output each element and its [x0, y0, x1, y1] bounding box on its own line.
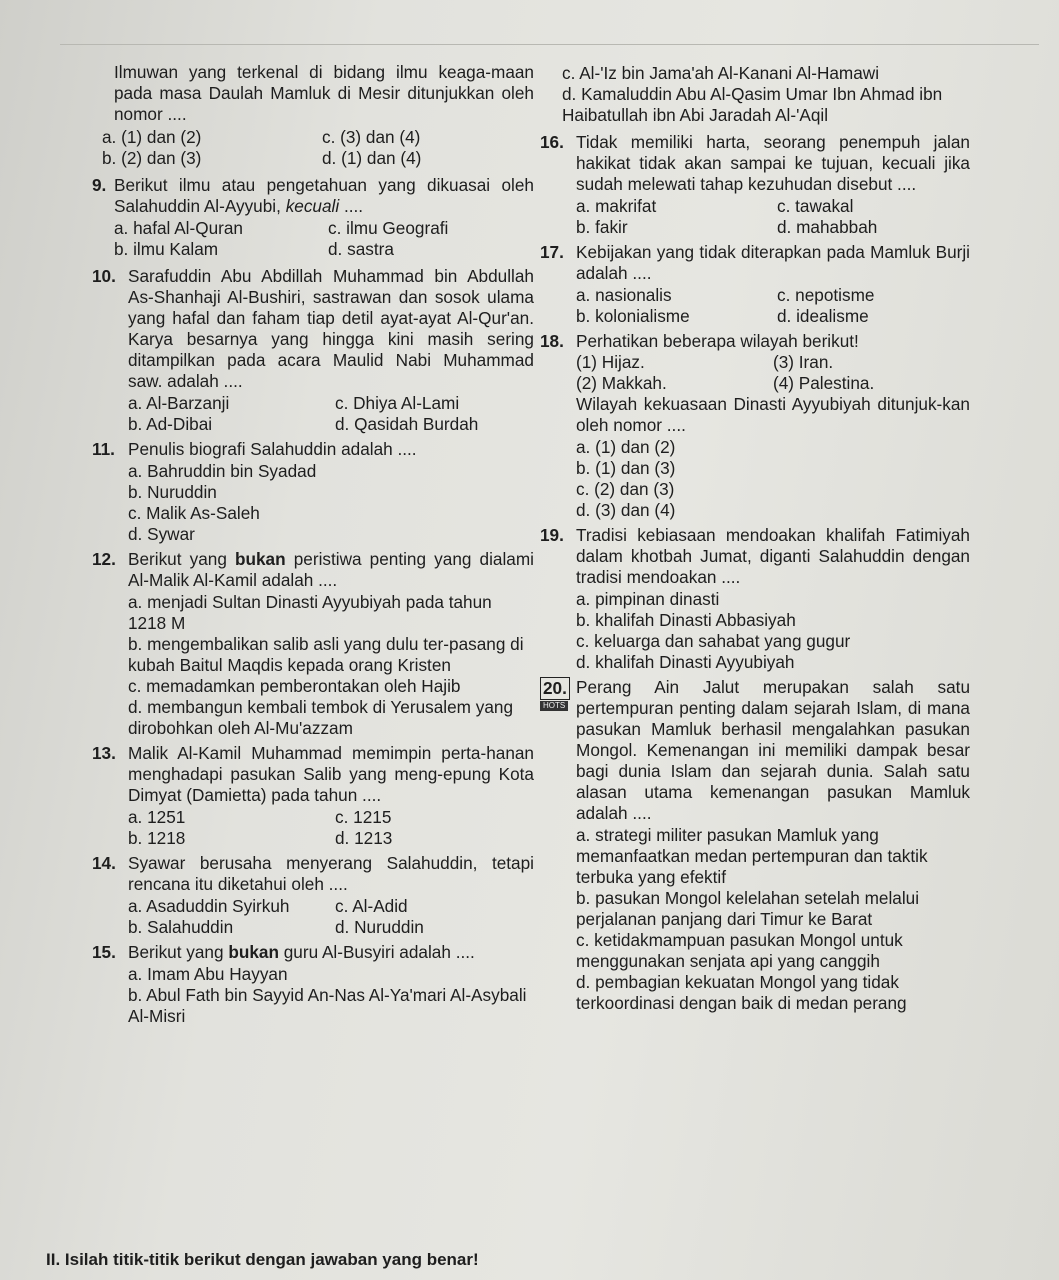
question-text: Tidak memiliki harta, seorang penempuh jalan hakikat tidak akan sampai ke tujuan, kecuali jika sudah melewati tahap kezuhudan disebut ....	[576, 132, 970, 194]
right-column	[540, 62, 970, 1016]
option[interactable]: d. mahabbah	[777, 217, 878, 237]
left-column	[92, 62, 534, 1029]
option[interactable]: d. membangun kembali tembok di Yerusalem yang dirobohkan oleh Al-Mu'azzam	[128, 697, 514, 738]
option[interactable]: d. (3) dan (4)	[576, 500, 676, 520]
option[interactable]: b. khalifah Dinasti Abbasiyah	[576, 610, 796, 630]
option[interactable]: a. makrifat	[576, 196, 657, 216]
question-keyword: kecuali	[285, 196, 340, 216]
option[interactable]: a. pimpinan dinasti	[576, 589, 720, 609]
option[interactable]: b. Ad-Dibai	[128, 414, 213, 434]
option[interactable]: c. ketidakmampuan pasukan Mongol untuk menggunakan senjata api yang canggih	[576, 930, 903, 971]
region-item: (4) Palestina.	[773, 373, 875, 393]
option[interactable]: c. Malik As-Saleh	[128, 503, 260, 523]
question-text-part: Berikut yang	[128, 549, 235, 569]
option[interactable]: c. 1215	[335, 807, 392, 827]
option[interactable]: c. Al-'Iz bin Jama'ah Al-Kanani Al-Hamawi	[562, 63, 880, 83]
question-11-options	[128, 461, 534, 545]
option[interactable]: d. (1) dan (4)	[322, 148, 422, 168]
section-label: II.	[46, 1250, 61, 1269]
hots-badge: HOTS	[540, 701, 568, 711]
option[interactable]: b. (1) dan (3)	[576, 458, 676, 478]
question-text-part: Berikut ilmu atau pengetahuan yang dikuasai oleh Salahuddin Al-Ayyubi,	[114, 175, 534, 216]
option[interactable]: b. fakir	[576, 217, 628, 237]
option[interactable]: d. Nuruddin	[335, 917, 424, 937]
region-item: (1) Hijaz.	[576, 352, 645, 372]
question-number: 9.	[92, 175, 107, 195]
option[interactable]: d. Qasidah Burdah	[335, 414, 479, 434]
question-number: 17.	[540, 242, 564, 262]
option[interactable]: a. Imam Abu Hayyan	[128, 964, 288, 984]
option[interactable]: b. 1218	[128, 828, 186, 848]
question-16	[540, 132, 970, 238]
option[interactable]: c. memadamkan pemberontakan oleh Hajib	[128, 676, 461, 696]
option[interactable]: d. idealisme	[777, 306, 869, 326]
question-text-2: Wilayah kekuasaan Dinasti Ayyubiyah ditunjuk-kan oleh nomor ....	[576, 394, 970, 435]
question-9-options	[114, 218, 534, 260]
option[interactable]: a. nasionalis	[576, 285, 672, 305]
option[interactable]: c. Al-Adid	[335, 896, 408, 916]
option[interactable]: b. Abul Fath bin Sayyid An-Nas Al-Ya'mari Al-Asybali Al-Misri	[128, 985, 527, 1026]
question-14	[92, 853, 534, 938]
option[interactable]: a. Al-Barzanji	[128, 393, 230, 413]
question-number: 18.	[540, 331, 564, 351]
option[interactable]: b. Nuruddin	[128, 482, 217, 502]
option[interactable]: d. pembagian kekuatan Mongol yang tidak terkoordinasi dengan baik di medan perang	[576, 972, 907, 1013]
question-18	[540, 331, 970, 521]
question-20-options	[576, 825, 970, 1014]
question-15-options	[128, 964, 534, 1027]
option[interactable]: b. Salahuddin	[128, 917, 234, 937]
question-number: 15.	[92, 942, 116, 962]
question-text	[128, 549, 534, 591]
question-14-options	[128, 896, 534, 938]
question-12	[92, 549, 534, 739]
question-13	[92, 743, 534, 849]
question-keyword: bukan	[235, 549, 286, 569]
question-13-options	[128, 807, 534, 849]
question-number: 19.	[540, 525, 564, 545]
option[interactable]: b. pasukan Mongol kelelahan setelah melalui perjalanan panjang dari Timur ke Barat	[576, 888, 920, 929]
question-number	[540, 677, 572, 700]
option[interactable]: a. hafal Al-Quran	[114, 218, 243, 238]
question-15-options-continued	[540, 63, 970, 126]
question-17	[540, 242, 970, 327]
question-text	[114, 175, 534, 217]
question-number: 11.	[92, 439, 115, 459]
question-text-part: peristiwa penting yang dialami Al-Malik Al-Kamil adalah ....	[128, 549, 534, 590]
question-20	[540, 677, 970, 1014]
option[interactable]: a. 1251	[128, 807, 186, 827]
option[interactable]: a. Bahruddin bin Syadad	[128, 461, 317, 481]
section-II-heading	[46, 1250, 479, 1270]
question-keyword: bukan	[228, 942, 279, 962]
question-11	[92, 439, 534, 545]
question-8-options	[92, 127, 534, 169]
question-16-options	[576, 196, 970, 238]
option[interactable]: c. (2) dan (3)	[576, 479, 675, 499]
question-17-options	[576, 285, 970, 327]
question-9	[92, 175, 534, 260]
question-19-options	[576, 589, 970, 673]
option[interactable]: c. ilmu Geografi	[328, 218, 449, 238]
section-instruction: Isilah titik-titik berikut dengan jawaban yang benar!	[64, 1250, 479, 1269]
option[interactable]: c. nepotisme	[777, 285, 875, 305]
question-number: 13.	[92, 743, 116, 763]
option[interactable]: c. Dhiya Al-Lami	[335, 393, 460, 413]
question-19	[540, 525, 970, 673]
option[interactable]: b. ilmu Kalam	[114, 239, 219, 259]
region-item: (3) Iran.	[773, 352, 834, 372]
question-text: Perhatikan beberapa wilayah berikut!	[576, 331, 859, 351]
option[interactable]: a. menjadi Sultan Dinasti Ayyubiyah pada tahun 1218 M	[128, 592, 492, 633]
question-text-part: ....	[339, 196, 364, 216]
question-text: Sarafuddin Abu Abdillah Muhammad bin Abdullah As-Shanhaji Al-Bushiri, sastrawan dan sosok ulama yang hafal dan faham tiap detil ayat-ayat Al-Qur'an. Karya besarnya yang hingga kini masih sering ditampilkan pada acara Maulid Nabi Muhammad saw. adalah ....	[128, 266, 534, 391]
question-15	[92, 942, 534, 1027]
option[interactable]: a. (1) dan (2)	[102, 127, 202, 147]
option[interactable]: d. Sywar	[128, 524, 195, 544]
option[interactable]: d. khalifah Dinasti Ayyubiyah	[576, 652, 795, 672]
region-list	[576, 352, 970, 394]
option[interactable]: b. kolonialisme	[576, 306, 690, 326]
question-12-options	[128, 592, 534, 739]
option[interactable]: a. (1) dan (2)	[576, 437, 676, 457]
question-text-part: Berikut yang	[128, 942, 229, 962]
question-text: Kebijakan yang tidak diterapkan pada Mamluk Burji adalah ....	[576, 242, 970, 283]
option[interactable]: d. Kamaluddin Abu Al-Qasim Umar Ibn Ahmad ibn Haibatullah ibn Abi Jaradah Al-'Aqil	[562, 84, 943, 125]
question-text: Penulis biografi Salahuddin adalah ....	[128, 439, 417, 459]
question-number: 12.	[92, 549, 116, 569]
option[interactable]: c. tawakal	[777, 196, 854, 216]
region-item: (2) Makkah.	[576, 373, 667, 393]
question-10-options	[128, 393, 534, 435]
question-number: 10.	[92, 266, 116, 286]
question-10	[92, 266, 534, 435]
option[interactable]: d. sastra	[328, 239, 394, 259]
question-8-text: Ilmuwan yang terkenal di bidang ilmu keaga-maan pada masa Daulah Mamluk di Mesir ditunjukkan oleh nomor ....	[114, 62, 534, 124]
question-text: Malik Al-Kamil Muhammad memimpin perta-hanan menghadapi pasukan Salib yang meng-epung Kota Dimyat (Damietta) pada tahun ....	[128, 743, 534, 805]
option[interactable]: a. Asaduddin Syirkuh	[128, 896, 290, 916]
question-text: Perang Ain Jalut merupakan salah satu pertempuran penting dalam sejarah Islam, di mana pasukan Mamluk berhasil mengalahkan pasukan Mongol. Kemenangan ini memiliki dampak besar bagi dunia Islam dan sejarah dunia. Salah satu alasan utama kemenangan pasukan Mamluk adalah ....	[576, 677, 970, 823]
question-18-options	[576, 437, 970, 521]
question-text	[128, 942, 534, 963]
question-text: Tradisi kebiasaan mendoakan khalifah Fatimiyah dalam khotbah Jumat, diganti Salahuddin dengan tradisi mendoakan ....	[576, 525, 970, 587]
option[interactable]: b. (2) dan (3)	[102, 148, 202, 168]
question-number: 16.	[540, 132, 564, 152]
option[interactable]: c. (3) dan (4)	[322, 127, 421, 147]
option[interactable]: b. mengembalikan salib asli yang dulu ter-pasang di kubah Baitul Maqdis kepada orang Kristen	[128, 634, 524, 675]
top-divider	[60, 44, 1039, 45]
question-number: 14.	[92, 853, 116, 873]
option[interactable]: d. 1213	[335, 828, 393, 848]
question-number-box: 20.	[540, 677, 570, 700]
option[interactable]: a. strategi militer pasukan Mamluk yang memanfaatkan medan pertempuran dan taktik terbuka yang efektif	[576, 825, 928, 887]
question-text: Syawar berusaha menyerang Salahuddin, tetapi rencana itu diketahui oleh ....	[128, 853, 534, 894]
question-text-part: guru Al-Busyiri adalah ....	[278, 942, 475, 962]
option[interactable]: c. keluarga dan sahabat yang gugur	[576, 631, 851, 651]
